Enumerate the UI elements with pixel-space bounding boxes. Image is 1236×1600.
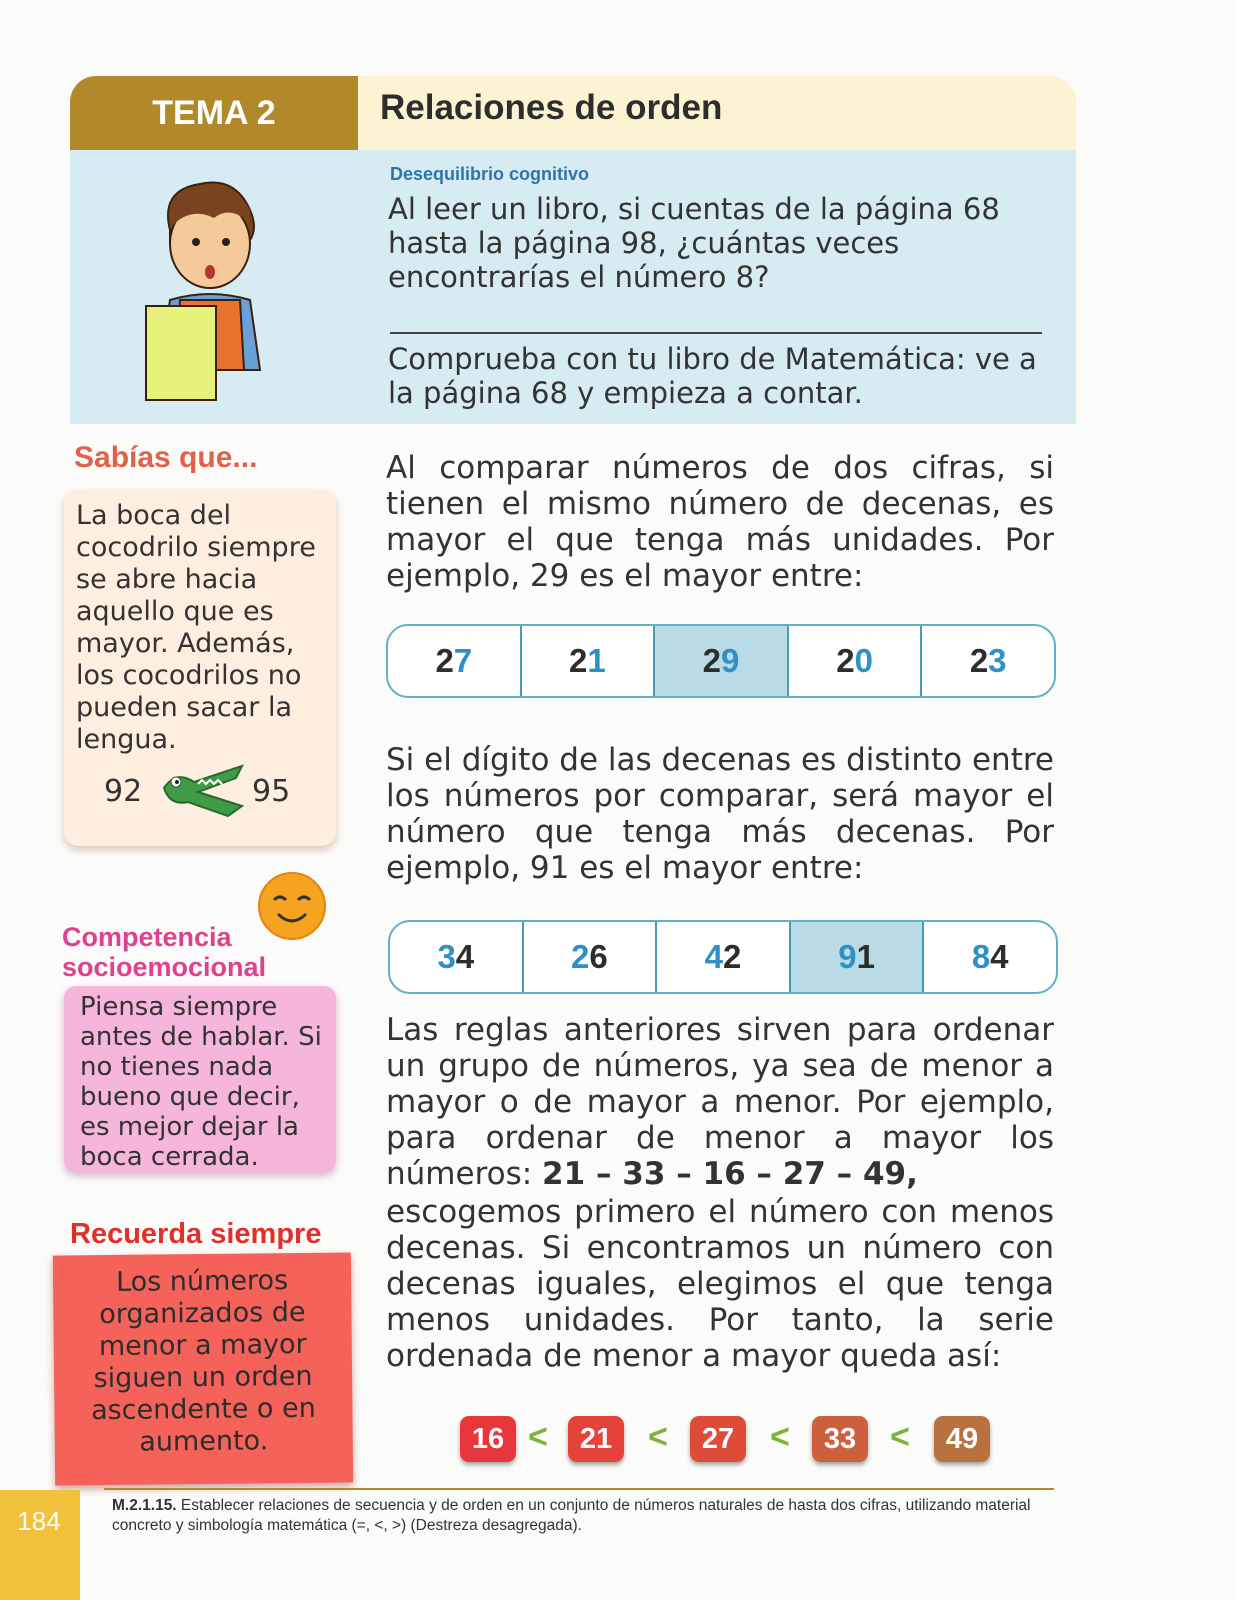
sabias-box	[64, 490, 336, 846]
number-row-1	[386, 624, 1056, 698]
recuerda-box	[53, 1252, 353, 1485]
intro-label: Desequilibrio cognitivo	[390, 164, 590, 184]
less-than-symbol: <	[528, 1418, 548, 1456]
numbers-to-order: 21 – 33 – 16 – 27 – 49,	[542, 1156, 918, 1192]
page-number: 184	[17, 1506, 61, 1536]
series-chip: 27	[690, 1416, 746, 1462]
number-row-2	[388, 920, 1058, 994]
smiley-face-icon	[256, 870, 328, 942]
lesson-header	[70, 76, 1076, 150]
number-cell: 3 4	[390, 922, 524, 992]
croc-right-number: 95	[252, 774, 291, 809]
competencia-box	[64, 986, 336, 1172]
footer-rule	[104, 1488, 1054, 1490]
number-cell: 2 1	[522, 626, 656, 696]
boy-reading-illustration	[140, 170, 280, 410]
recuerda-heading: Recuerda siempre	[70, 1218, 322, 1250]
paragraph-2: Si el dígito de las decenas es distinto entre los números por comparar, será mayor el número que tenga más decenas. Por ejemplo, 91 es el mayor entre:	[386, 742, 1054, 886]
skill-text: Establecer relaciones de secuencia y de orden en un conjunto de números naturales de hasta dos cifras, utilizando material concreto y simbología matemática (=, <, >) (Destreza desagregada).	[112, 1497, 1031, 1534]
intro-panel	[70, 150, 1076, 424]
intro-check: Comprueba con tu libro de Matemática: ve a la página 68 y empieza a contar.	[388, 342, 1037, 410]
answer-line	[390, 332, 1042, 334]
number-cell: 2 3	[969, 642, 1007, 679]
skill-code: M.2.1.15.	[112, 1497, 177, 1514]
paragraph-3-text: Las reglas anteriores sirven para ordenar un grupo de números, ya sea de menor a mayor o de mayor a menor. Por ejemplo, para ordenar de menor a mayor los números:	[386, 1012, 1054, 1192]
number-cell: 8 4	[971, 938, 1009, 975]
number-cell-highlighted: 2 9	[655, 626, 789, 696]
competencia-heading-line-2: socioemocional	[62, 952, 267, 982]
paragraph-4: escogemos primero el número con menos decenas. Si encontramos un número con decenas iguales, elegimos el que tenga menos unidades. Por tanto, la serie ordenada de menor a mayor queda así:	[386, 1194, 1054, 1374]
sabias-heading: Sabías que...	[74, 441, 258, 474]
croc-left-number: 92	[104, 774, 143, 809]
crocodile-icon	[158, 762, 248, 822]
ordered-series	[460, 1416, 1020, 1466]
number-cell-highlighted: 9 1	[791, 922, 925, 992]
series-chip: 33	[812, 1416, 868, 1462]
number-cell: 2 6	[524, 922, 658, 992]
number-cell: 2 0	[789, 626, 923, 696]
number-cell: 4 2	[657, 922, 791, 992]
competencia-text: Piensa siempre antes de hablar. Si no tienes nada bueno que decir, es mejor dejar la boca cerrada.	[80, 992, 322, 1172]
series-chip: 49	[934, 1416, 990, 1462]
footer-skill	[112, 1496, 1042, 1536]
number-cell: 2 7	[388, 626, 522, 696]
sabias-text: La boca del cocodrilo siempre se abre hacia aquello que es mayor. Además, los cocodrilos no pueden sacar la lengua.	[76, 500, 316, 755]
title-bar	[358, 76, 1076, 150]
series-chip: 21	[568, 1416, 624, 1462]
paragraph-1: Al comparar números de dos cifras, si tienen el mismo número de decenas, es mayor el que tenga más unidades. Por ejemplo, 29 es el mayor entre:	[386, 450, 1054, 594]
less-than-symbol: <	[770, 1418, 790, 1456]
series-chip: 16	[460, 1416, 516, 1462]
tema-label: TEMA 2	[70, 76, 358, 150]
lesson-title: Relaciones de orden	[380, 88, 723, 127]
competencia-heading	[62, 922, 266, 982]
competencia-heading-line-1: Competencia	[62, 922, 232, 952]
paragraph-3	[386, 1012, 1054, 1192]
intro-question: Al leer un libro, si cuentas de la página 68 hasta la página 98, ¿cuántas veces encontrarías el número 8?	[388, 192, 1000, 294]
recuerda-text: Los números organizados de menor a mayor siguen un orden ascendente o en aumento.	[90, 1265, 316, 1458]
less-than-symbol: <	[890, 1418, 910, 1456]
less-than-symbol: <	[648, 1418, 668, 1456]
